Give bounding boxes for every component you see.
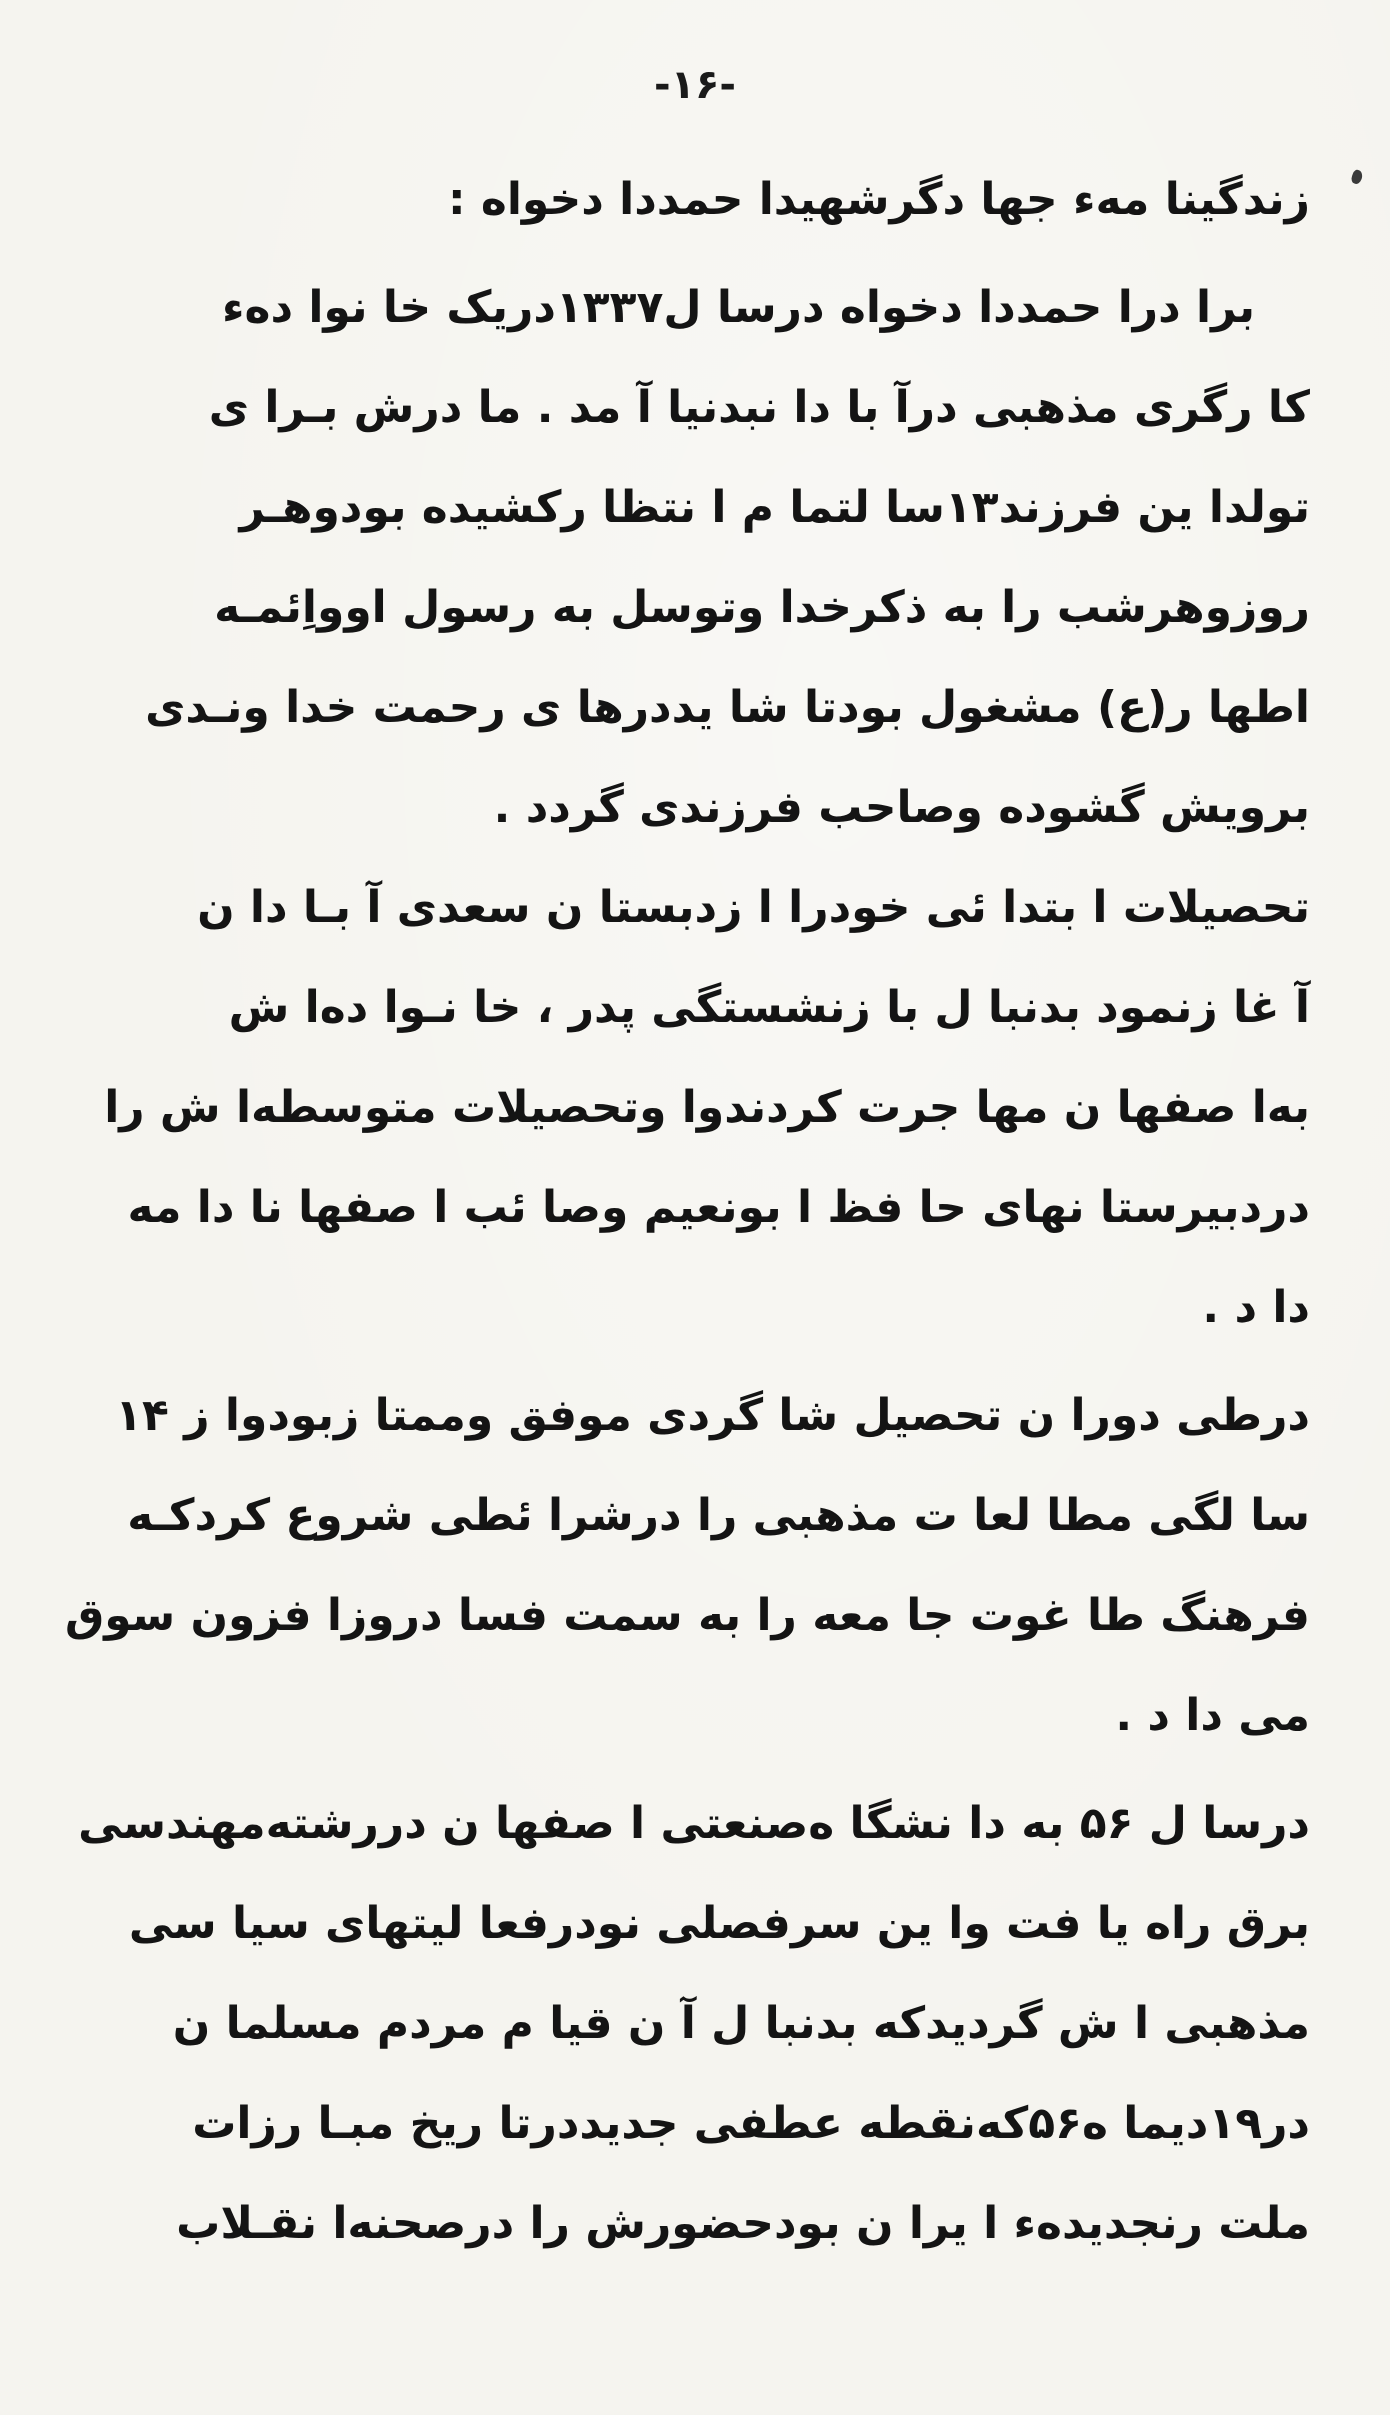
body-text [64,150,1310,2274]
text-line: درسا ل ۵۶ به دا نشگا ه‌صنعتی ا صفها ن دررشته‌مهندسی [78,1798,1310,1849]
text-line: به‌ا صفها ن مها جرت کردندوا وتحصیلات متوسطه‌ا ش را [104,1082,1310,1133]
text-line: برویش گشوده وصاحب فرزندی گردد . [493,782,1310,833]
text-line: آ غا زنمود بدنبا ل با زنشستگی پدر ، خا نـوا ده‌ا ش [228,982,1310,1033]
text-line: دا د . [1202,1282,1310,1333]
text-line: روزوهرشب را به ذکرخدا وتوسل به رسول اوواِئمـه [214,582,1310,633]
ink-speck [1350,169,1364,186]
text-line: تحصیلات ا بتدا ئی خودرا ا زدبستا ن سعدی آ بـا دا ن [197,882,1310,933]
text-line: فرهنگ طا غوت جا معه را به سمت فسا دروزا فزون سوق [64,1590,1310,1641]
text-line: برا درا حمددا دخواه درسا ل۱۳۳۷دریک خا نوا ده‌ء [221,282,1255,333]
page-number: -۱۶- [653,62,737,108]
text-line: برق راه یا فت وا ین سرفصلی نودرفعا لیتهای سیا سی [128,1898,1310,1949]
text-line: درطی دورا ن تحصیل شا گردی موفق وممتا زبودوا ز ۱۴ [115,1390,1310,1441]
text-line: کا رگری مذهبی درآ با دا نبدنیا آ مد . ما درش بـرا ی [208,382,1310,433]
text-line: در۱۹دیما ه۵۶که‌نقطه عطفی جدیددرتا ریخ مبـا رزات [192,2098,1310,2149]
text-line: ملت رنجدیده‌ء ا یرا ن بودحضورش را درصحنه‌ا نقـلاب [176,2198,1310,2249]
text-line: مذهبی ا ش گردیدکه بدنبا ل آ ن قیا م مردم مسلما ن [172,1998,1310,2049]
text-line: سا لگی مطا لعا ت مذهبی را درشرا ئطی شروع کردکـه [127,1490,1310,1541]
text-line: دردبیرستا نهای حا فظ ا بونعیم وصا ئب ا صفها نا دا مه [127,1182,1310,1233]
text-line: می دا د . [1115,1690,1310,1741]
text-line: تولدا ین فرزند۱۳سا لتما م ا نتظا رکشیده بودوهـر [239,482,1310,533]
text-line: اطها ر(ع) مشغول بودتا شا یددرها ی رحمت خدا ونـدی [145,682,1310,733]
heading-line: زندگینا مه‌ء جها دگرشهیدا حمددا دخواه : [447,174,1310,225]
